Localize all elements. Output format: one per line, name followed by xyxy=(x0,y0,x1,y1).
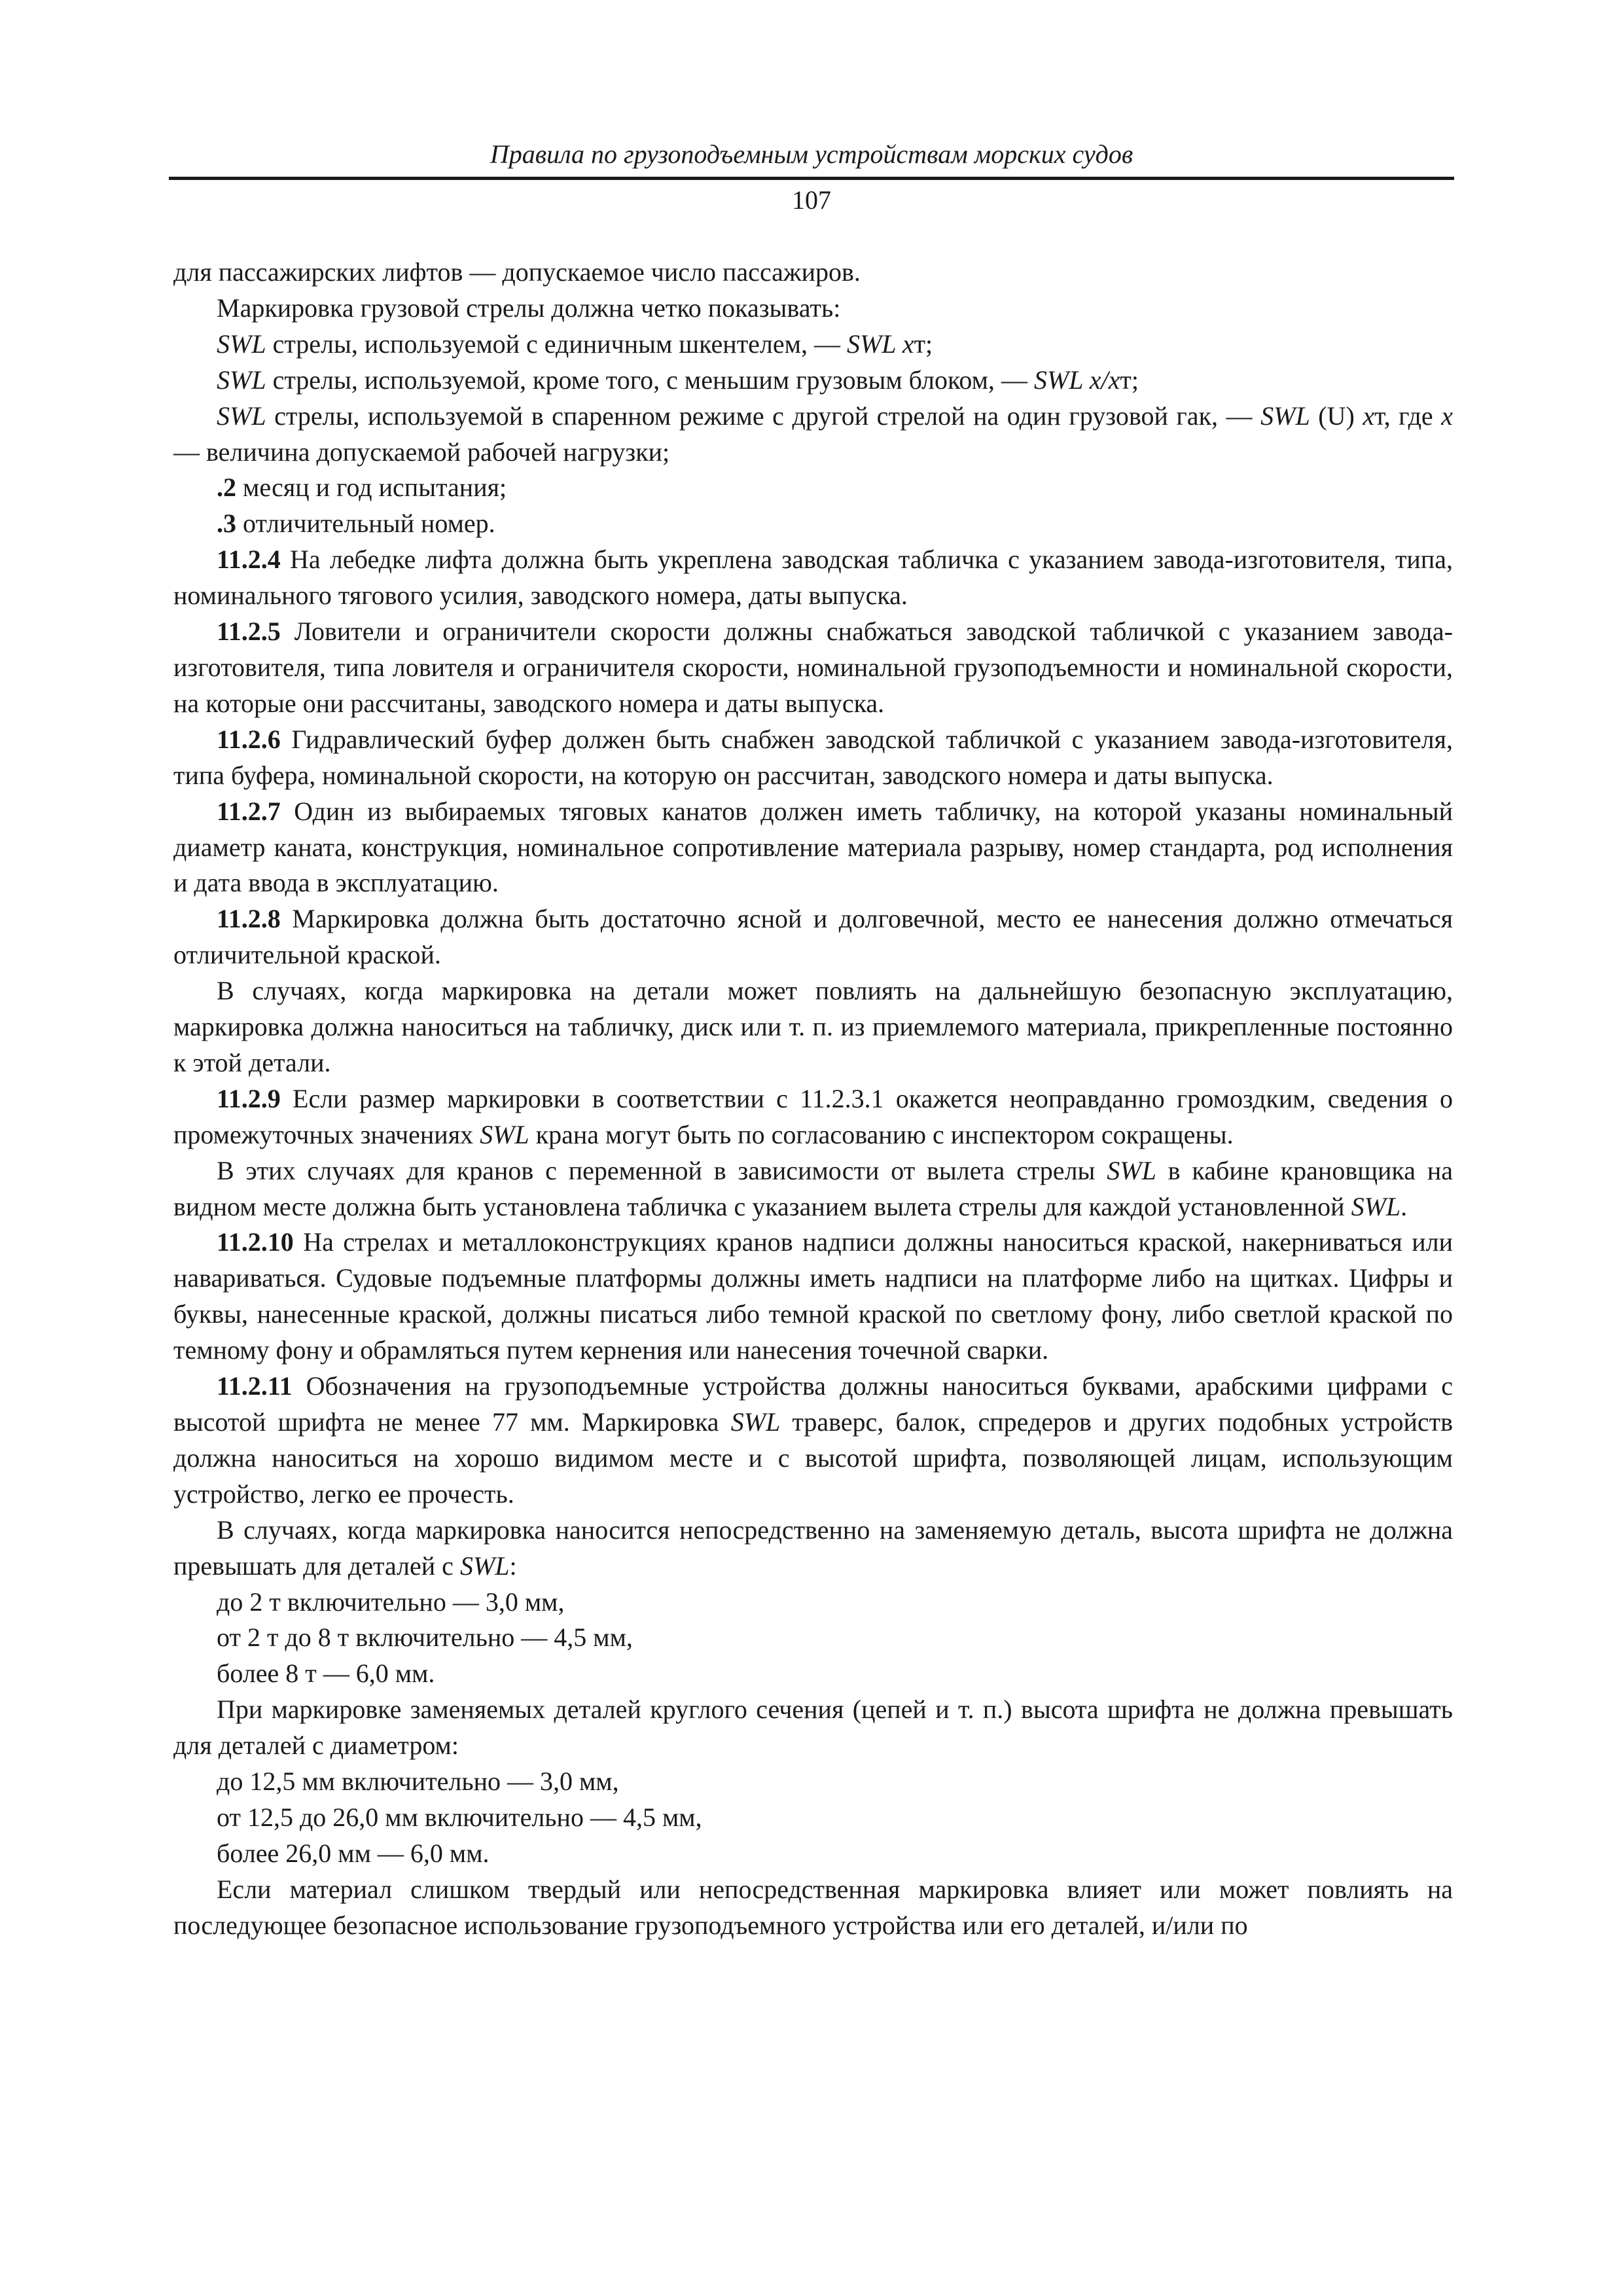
page-number: 107 xyxy=(792,185,831,215)
list-item: более 26,0 мм — 6,0 мм. xyxy=(217,1838,490,1868)
paragraph: При маркировке заменяемых деталей круглого сечения (цепей и т. п.) высота шрифта не должна превышать для деталей с диаметром: xyxy=(173,1695,1453,1761)
clause-number: 11.2.8 xyxy=(217,904,281,934)
paragraph: В этих случаях для кранов с переменной в зависимости от вылета стрелы SWL в кабине крановщика на видном месте должна быть установлена табличка с указанием вылета стрелы для каждой установленной SWL. xyxy=(173,1155,1453,1221)
clause-number: 11.2.7 xyxy=(217,796,281,826)
list-item: от 2 т до 8 т включительно — 4,5 мм, xyxy=(217,1623,633,1653)
paragraph: SWL стрелы, используемой, кроме того, с меньшим грузовым блоком, — SWL x/xт; xyxy=(217,365,1139,395)
paragraph: 11.2.10 На стрелах и металлоконструкциях кранов надписи должны наноситься краской, накерниваться или навариваться. Судовые подъемные платформы должны иметь надписи на платформе либо на щитках. Цифры и буквы, нанесенные краской, должны писаться либо темной краской по светлому фону, либо светлой краской по темному фону и обрамляться путем кернения или нанесения точечной сварки. xyxy=(173,1227,1453,1365)
paragraph: 11.2.11 Обозначения на грузоподъемные устройства должны наноситься буквами, арабскими цифрами с высотой шрифта не менее 77 мм. Маркировка SWL траверс, балок, спредеров и других подобных устройств должна наноситься на хорошо видимом месте и с высотой шрифта, позволяющей лицам, использующим устройство, легко ее прочесть. xyxy=(173,1371,1453,1509)
clause-number: .3 xyxy=(217,509,236,539)
list-item: до 12,5 мм включительно — 3,0 мм, xyxy=(217,1767,619,1797)
list-item: от 12,5 до 26,0 мм включительно — 4,5 мм, xyxy=(217,1802,702,1832)
clause-number: 11.2.5 xyxy=(217,617,281,647)
list-item: более 8 т — 6,0 мм. xyxy=(217,1659,435,1689)
clause-number: 11.2.4 xyxy=(217,545,281,575)
clause-number: 11.2.6 xyxy=(217,724,281,754)
paragraph: Маркировка грузовой стрелы должна четко показывать: xyxy=(217,293,841,323)
paragraph: 11.2.6 Гидравлический буфер должен быть снабжен заводской табличкой с указанием завода-изготовителя, типа буфера, номинальной скорости, на которую он рассчитан, заводского номера и даты выпуска. xyxy=(173,724,1453,790)
clause-number: 11.2.9 xyxy=(217,1083,281,1113)
paragraph: SWL стрелы, используемой с единичным шкентелем, — SWL xт; xyxy=(217,329,933,359)
paragraph: Если материал слишком твердый или непосредственная маркировка влияет или может повлиять на последующее безопасное использование грузоподъемного устройства или его деталей, и/или по xyxy=(173,1874,1453,1940)
paragraph: для пассажирских лифтов — допускаемое число пассажиров. xyxy=(173,257,861,287)
paragraph: В случаях, когда маркировка на детали может повлиять на дальнейшую безопасную эксплуатацию, маркировка должна наноситься на табличку, диск или т. п. из приемлемого материала, прикрепленные постоянно к этой детали. xyxy=(173,976,1453,1077)
clause-number: .2 xyxy=(217,473,236,503)
paragraph: 11.2.9 Если размер маркировки в соответствии с 11.2.3.1 окажется неоправданно громоздким, сведения о промежуточных значениях SWL крана могут быть по согласованию с инспектором сокращены. xyxy=(173,1083,1453,1149)
paragraph: 11.2.5 Ловители и ограничители скорости должны снабжаться заводской табличкой с указанием завода-изготовителя, типа ловителя и ограничителя скорости, номинальной грузоподъемности и номинальной скорости, на которые они рассчитаны, заводского номера и даты выпуска. xyxy=(173,617,1453,718)
paragraph: 11.2.4 На лебедке лифта должна быть укреплена заводская табличка с указанием завода-изготовителя, типа, номинального тягового усилия, заводского номера, даты выпуска. xyxy=(173,545,1453,611)
paragraph: .3 отличительный номер. xyxy=(217,509,495,539)
paragraph: .2 месяц и год испытания; xyxy=(217,473,507,503)
clause-number: 11.2.11 xyxy=(217,1371,293,1401)
paragraph: В случаях, когда маркировка наносится непосредственно на заменяемую деталь, высота шрифта не должна превышать для деталей с SWL: xyxy=(173,1515,1453,1581)
list-item: до 2 т включительно — 3,0 мм, xyxy=(217,1587,565,1617)
header-rule xyxy=(169,177,1454,180)
running-head: Правила по грузоподъемным устройствам морских судов xyxy=(490,139,1133,169)
paragraph: 11.2.8 Маркировка должна быть достаточно ясной и долговечной, место ее нанесения должно отмечаться отличительной краской. xyxy=(173,904,1453,970)
paragraph: SWL стрелы, используемой в спаренном режиме с другой стрелой на один грузовой гак, — SWL (U) xт, где x — величина допускаемой рабочей нагрузки; xyxy=(173,401,1454,467)
paragraph: 11.2.7 Один из выбираемых тяговых канатов должен иметь табличку, на которой указаны номинальный диаметр каната, конструкция, номинальное сопротивление материала разрыву, номер стандарта, род исполнения и дата ввода в эксплуатацию. xyxy=(173,796,1453,898)
body-text xyxy=(173,255,1453,1944)
clause-number: 11.2.10 xyxy=(217,1227,294,1257)
